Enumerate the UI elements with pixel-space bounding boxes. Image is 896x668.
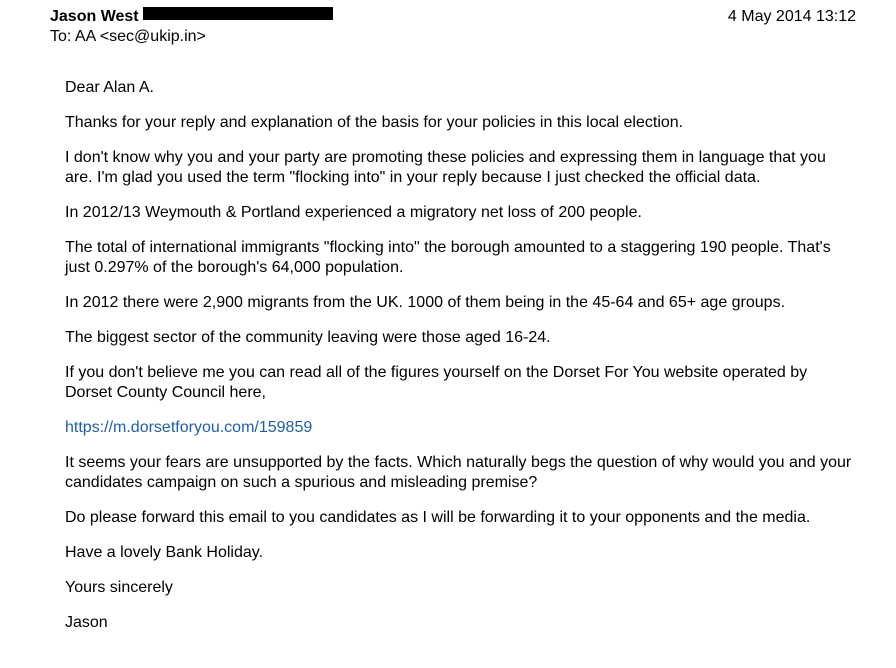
closing: Yours sincerely <box>65 579 173 596</box>
email-body <box>65 78 855 648</box>
paragraph-5: In 2012 there were 2,900 migrants from the UK. 1000 of them being in the 45-64 and 65+ age groups. <box>65 294 786 311</box>
recipient-line: To: AA <sec@ukip.in> <box>50 28 206 45</box>
dorset-for-you-link[interactable]: https://m.dorsetforyou.com/159859 <box>65 419 313 436</box>
paragraph-3: In 2012/13 Weymouth & Portland experienced a migratory net loss of 200 people. <box>65 204 642 221</box>
sender-name: Jason West <box>50 8 139 25</box>
paragraph-6: The biggest sector of the community leaving were those aged 16-24. <box>65 329 551 346</box>
redacted-email-address <box>143 7 333 20</box>
sent-date: 4 May 2014 13:12 <box>727 8 856 25</box>
email-header <box>0 0 896 48</box>
paragraph-9: Do please forward this email to you candidates as I will be forwarding it to your opponents and the media. <box>65 509 811 526</box>
paragraph-4: The total of international immigrants "flocking into" the borough amounted to a staggering 190 people. That's just 0.297% of the borough's 64,000 population. <box>65 239 831 276</box>
paragraph-1: Thanks for your reply and explanation of the basis for your policies in this local election. <box>65 114 684 131</box>
greeting: Dear Alan A. <box>65 79 154 96</box>
paragraph-8: It seems your fears are unsupported by the facts. Which naturally begs the question of why would you and your candidates campaign on such a spurious and misleading premise? <box>65 454 852 491</box>
paragraph-7: If you don't believe me you can read all of the figures yourself on the Dorset For You website operated by Dorset County Council here, <box>65 364 808 401</box>
from-line <box>50 7 333 27</box>
paragraph-2: I don't know why you and your party are promoting these policies and expressing them in language that you are. I'm glad you used the term "flocking into" in your reply because I just checked the official data. <box>65 149 826 186</box>
paragraph-10: Have a lovely Bank Holiday. <box>65 544 264 561</box>
signature: Jason <box>65 614 108 631</box>
link-paragraph <box>65 418 855 438</box>
